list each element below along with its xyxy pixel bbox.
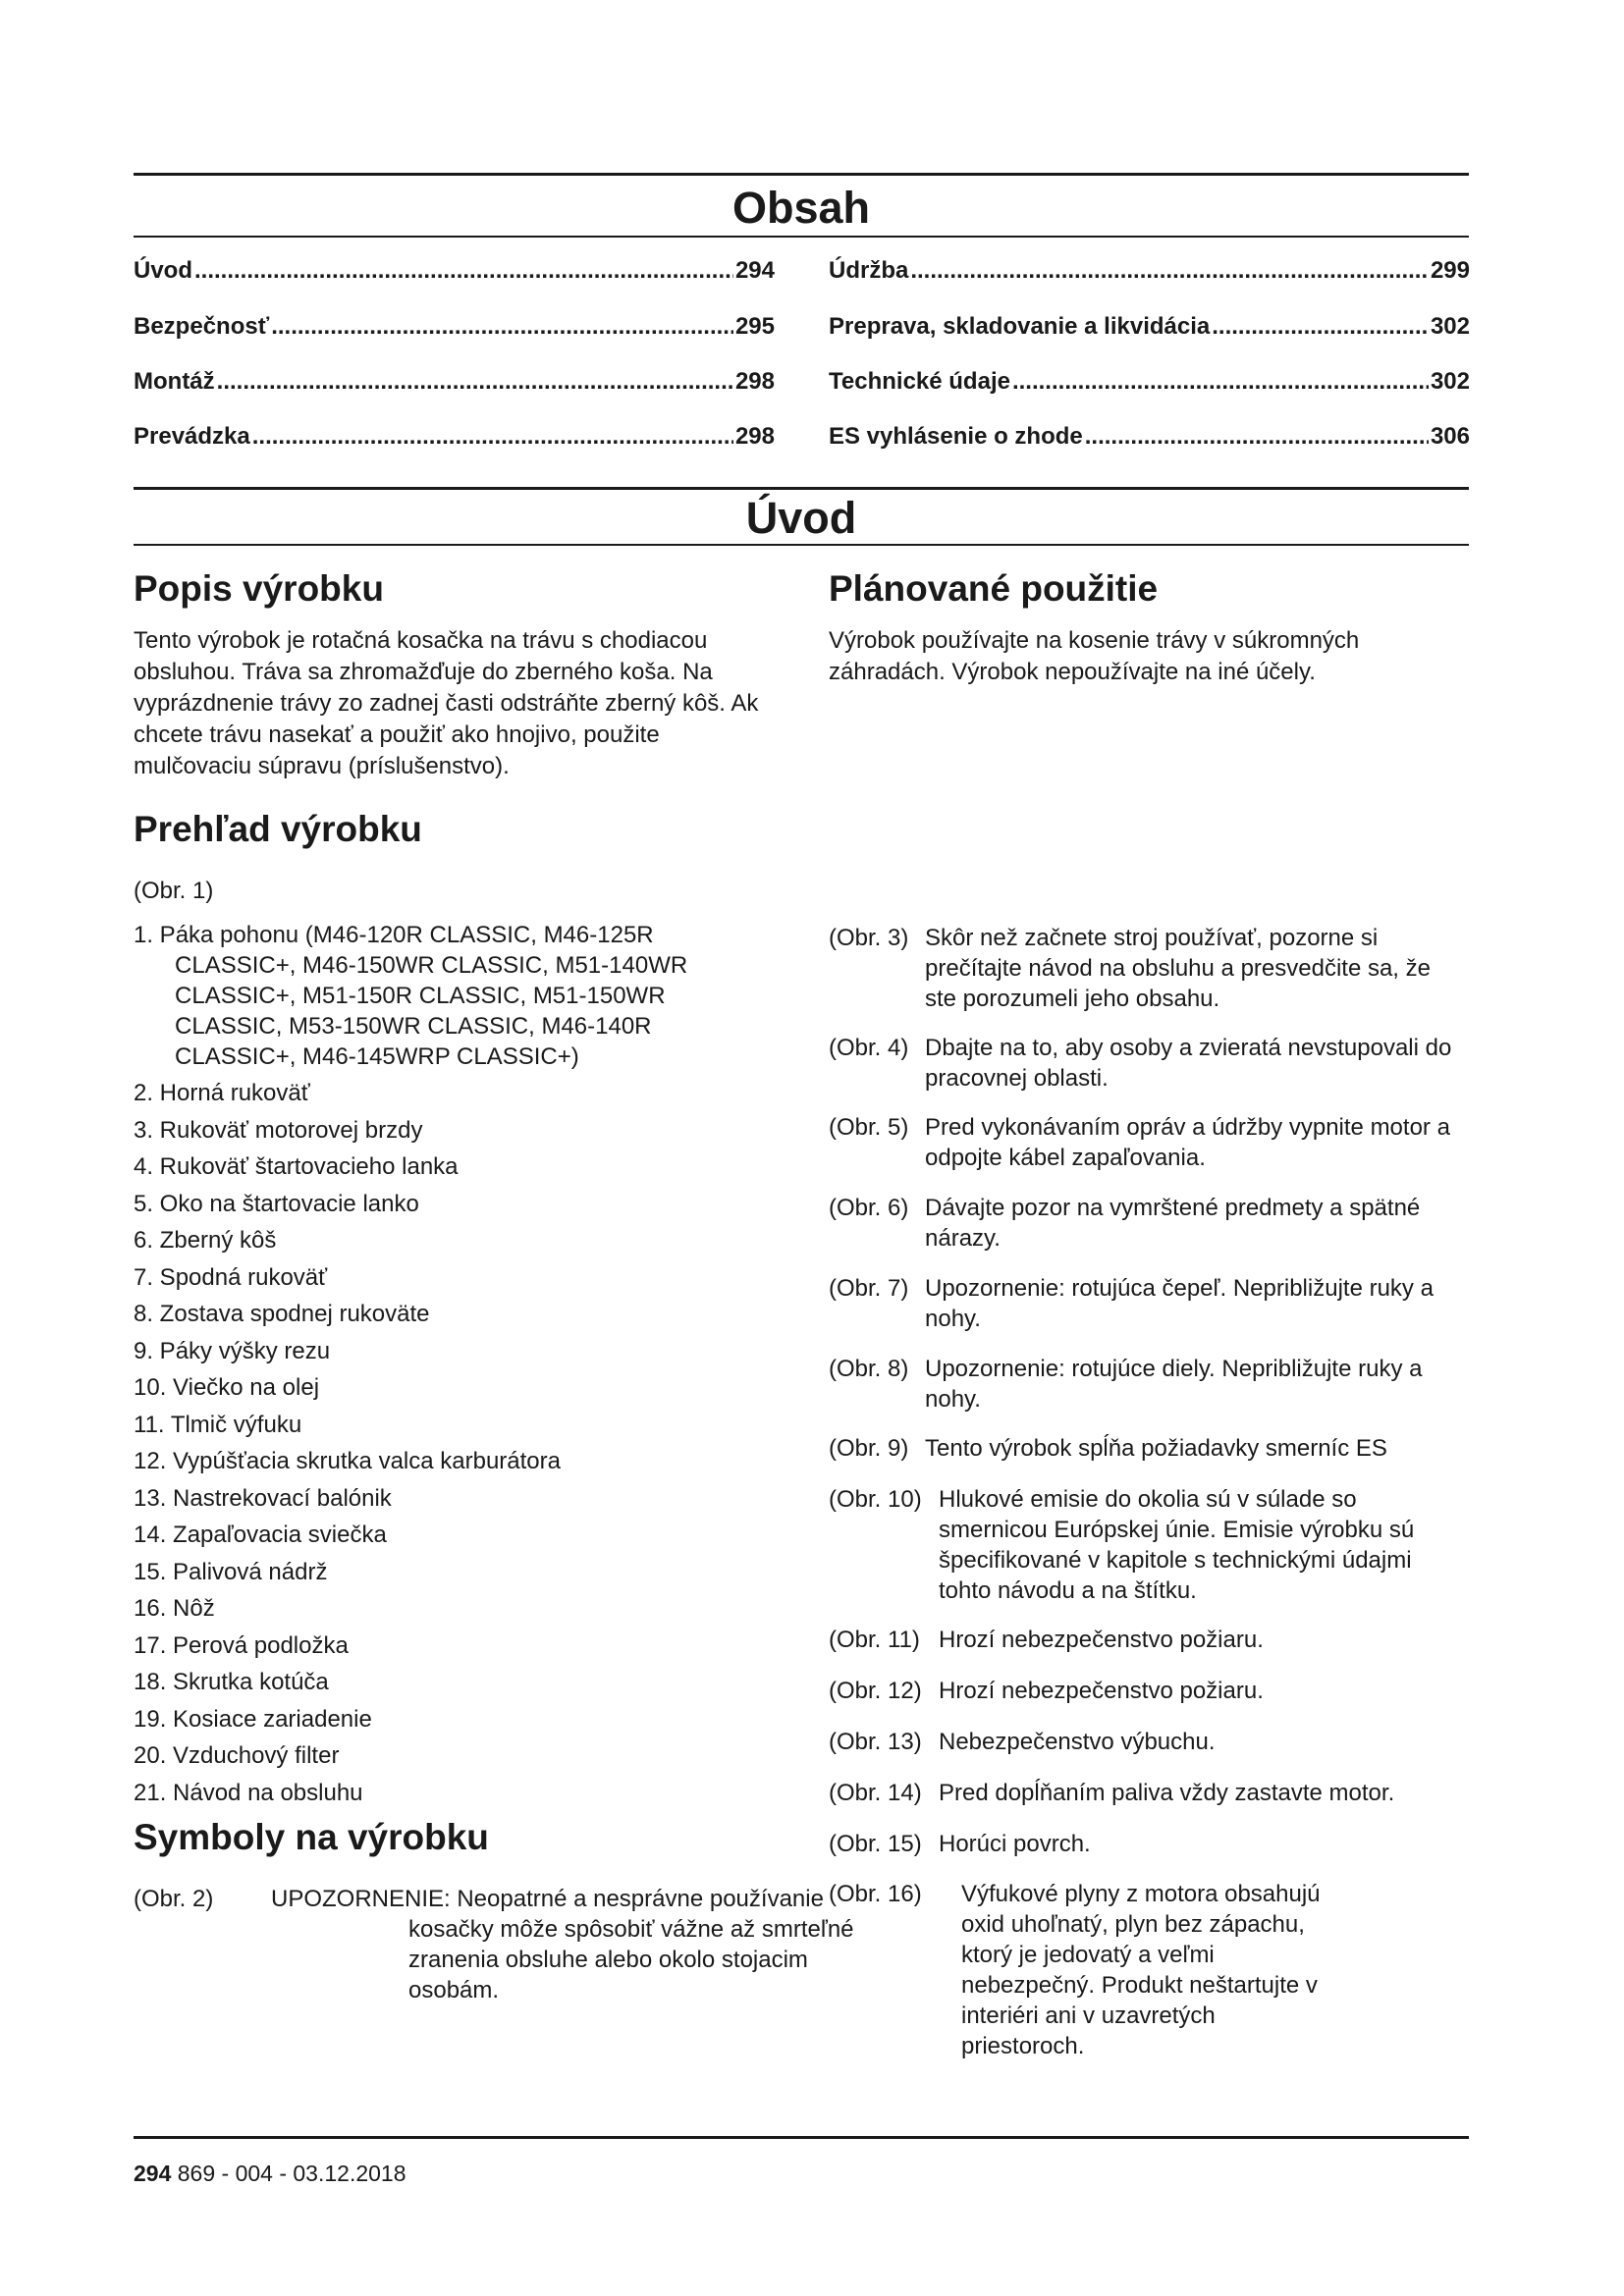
symbol-entry — [829, 1354, 1457, 1415]
symbol-ref: (Obr. 2) — [134, 1886, 214, 1912]
symbol-ref: (Obr. 14) — [829, 1780, 922, 1806]
symbol-text: UPOZORNENIE: Neopatrné a nesprávne používanie kosačky môže spôsobiť vážne až smrteľné zranenia obsluhe alebo okolo stojacim osobám. — [271, 1886, 854, 2003]
symbol-text: Horúci povrch. — [939, 1831, 1091, 1857]
list-item: 3. Rukoväť motorovej brzdy — [134, 1116, 423, 1144]
toc-entry[interactable] — [134, 256, 775, 286]
list-item: 20. Vzduchový filter — [134, 1742, 340, 1769]
symbol-ref: (Obr. 10) — [829, 1486, 922, 1513]
description-text: Tento výrobok je rotačná kosačka na trávu s chodiacou obsluhou. Tráva sa zhromažďuje do zberného koša. Na vyprázdnenie trávy zo zadnej časti odstráňte zberný kôš. Ak chcete trávu nasekať a použiť ako hnojivo, použite mulčovaciu súpravu (príslušenstvo). — [134, 627, 759, 779]
symbols-heading: Symboly na výrobku — [134, 1817, 489, 1857]
list-item: 1. Páka pohonu (M46-120R CLASSIC, M46-125R CLASSIC+, M46-150WR CLASSIC, M51-140WR CLASSIC+, M51-150R CLASSIC, M51-150WR CLASSIC, M53-150WR CLASSIC, M46-140R CLASSIC+, M46-145WRP CLASSIC+) — [134, 922, 688, 1070]
symbol-entry — [829, 1433, 1457, 1464]
toc-entry-page: 306 — [1430, 423, 1470, 450]
list-item: 7. Spodná rukoväť — [134, 1263, 328, 1291]
symbol-text: Hlukové emisie do okolia sú v súlade so smernicou Európskej únie. Emisie výrobku sú špecifikované v kapitole s technickými údajmi tohto návodu a na štítku. — [939, 1486, 1415, 1604]
symbol-entry — [829, 1273, 1457, 1334]
footer-rule — [134, 2136, 1469, 2139]
toc-entry-page: 302 — [1430, 368, 1470, 395]
list-item: 15. Palivová nádrž — [134, 1558, 328, 1585]
toc-entry[interactable] — [829, 367, 1470, 397]
toc-top-rule — [134, 173, 1469, 176]
list-item: 17. Perová podložka — [134, 1631, 349, 1659]
page-footer — [134, 2160, 406, 2187]
symbol-ref: (Obr. 5) — [829, 1114, 909, 1141]
list-item: 8. Zostava spodnej rukoväte — [134, 1301, 430, 1327]
symbol-text: Nebezpečenstvo výbuchu. — [939, 1729, 1216, 1755]
list-item: 5. Oko na štartovacie lanko — [134, 1190, 419, 1217]
toc-entry-label: Technické údaje — [829, 368, 1010, 395]
toc-entry-label: Úvod — [134, 257, 192, 284]
symbol-ref: (Obr. 9) — [829, 1435, 909, 1462]
list-item: 19. Kosiace zariadenie — [134, 1705, 372, 1733]
symbol-ref: (Obr. 15) — [829, 1831, 922, 1857]
list-item: 4. Rukoväť štartovacieho lanka — [134, 1153, 459, 1180]
intro-title-rule — [134, 544, 1469, 546]
toc-entry[interactable] — [134, 367, 775, 397]
toc-leader-dots — [910, 256, 1429, 286]
symbol-entry — [829, 1778, 1457, 1808]
toc-entry[interactable] — [829, 256, 1470, 286]
symbol-ref: (Obr. 16) — [829, 1881, 922, 1907]
description-heading: Popis výrobku — [134, 568, 384, 609]
symbol-text: Upozornenie: rotujúca čepeľ. Nepribližujte ruky a nohy. — [925, 1275, 1434, 1332]
toc-entry-page: 298 — [734, 368, 775, 395]
toc-entry-page: 294 — [734, 257, 775, 284]
symbol-ref: (Obr. 7) — [829, 1275, 909, 1302]
symbol-ref: (Obr. 3) — [829, 925, 909, 951]
symbol-entry — [829, 1112, 1457, 1173]
toc-entry-page: 298 — [734, 423, 775, 450]
symbol-ref: (Obr. 8) — [829, 1356, 909, 1382]
list-item: 12. Vypúšťacia skrutka valca karburátora — [134, 1448, 561, 1474]
symbol-entry — [829, 1676, 1457, 1706]
toc-leader-dots — [1085, 422, 1429, 452]
toc-entry[interactable] — [134, 312, 775, 342]
symbol-entry — [829, 1879, 1457, 2061]
symbol-text: Upozornenie: rotujúce diely. Nepribližujte ruky a nohy. — [925, 1356, 1423, 1413]
toc-entry-label: Preprava, skladovanie a likvidácia — [829, 313, 1211, 340]
symbol-entry — [829, 1033, 1457, 1094]
toc-entry-page: 295 — [734, 313, 775, 340]
list-item: 16. Nôž — [134, 1595, 215, 1622]
toc-entry-label: Údržba — [829, 257, 909, 284]
intended-use-heading: Plánované použitie — [829, 568, 1159, 609]
symbol-text: Pred dopĺňaním paliva vždy zastavte motor. — [939, 1780, 1395, 1806]
intro-top-rule — [134, 487, 1469, 490]
symbol-ref: (Obr. 6) — [829, 1195, 909, 1221]
toc-leader-dots — [217, 367, 733, 397]
toc-entry-page: 302 — [1430, 313, 1470, 340]
list-item: 21. Návod na obsluhu — [134, 1779, 363, 1806]
symbol-ref: (Obr. 4) — [829, 1035, 909, 1061]
toc-leader-dots — [271, 312, 733, 342]
symbol-entry — [829, 1727, 1457, 1757]
list-item: 10. Viečko na olej — [134, 1374, 320, 1401]
symbol-entry — [134, 1884, 854, 2005]
overview-heading: Prehľad výrobku — [134, 809, 422, 849]
overview-list — [134, 920, 762, 1814]
symbol-text: Výfukové plyny z motora obsahujú oxid uhoľnatý, plyn bez zápachu, ktorý je jedovatý a veľmi nebezpečný. Produkt neštartujte v interiéri ani v uzavretých priestoroch. — [961, 1881, 1321, 2059]
symbol-text: Skôr než začnete stroj používať, pozorne si prečítajte návod na obsluhu a presvedčite sa, že ste porozumeli jeho obsahu. — [925, 925, 1431, 1012]
toc-entry[interactable] — [829, 422, 1470, 452]
symbol-entry — [829, 1484, 1457, 1606]
list-item: 14. Zapaľovacia sviečka — [134, 1522, 387, 1548]
list-item: 18. Skrutka kotúča — [134, 1669, 329, 1695]
list-item: 6. Zberný kôš — [134, 1227, 277, 1254]
overview-figure-ref: (Obr. 1) — [134, 878, 214, 904]
toc-title-rule — [134, 236, 1469, 238]
list-item: 13. Nastrekovací balónik — [134, 1484, 392, 1512]
list-item: 2. Horná rukoväť — [134, 1080, 310, 1106]
symbol-entry — [829, 1829, 1457, 1859]
toc-entry-label: Bezpečnosť — [134, 313, 270, 340]
symbol-ref: (Obr. 12) — [829, 1678, 922, 1704]
toc-entry-label: Montáž — [134, 368, 215, 395]
intro-title: Úvod — [745, 493, 857, 543]
toc-leader-dots — [1012, 367, 1429, 397]
symbol-text: Tento výrobok spĺňa požiadavky smerníc ES — [925, 1435, 1387, 1462]
toc-title: Obsah — [731, 183, 871, 233]
toc-entry[interactable] — [134, 422, 775, 452]
symbol-entry — [829, 1193, 1457, 1254]
toc-entry-label: Prevádzka — [134, 423, 250, 450]
symbol-text: Hrozí nebezpečenstvo požiaru. — [939, 1627, 1264, 1653]
symbol-text: Dávajte pozor na vymrštené predmety a spätné nárazy. — [925, 1195, 1421, 1252]
toc-leader-dots — [1212, 312, 1429, 342]
symbol-entry — [829, 923, 1457, 1014]
toc-entry-label: ES vyhlásenie o zhode — [829, 423, 1083, 450]
toc-entry[interactable] — [829, 312, 1470, 342]
list-item: 9. Páky výšky rezu — [134, 1337, 331, 1364]
toc-entry-page: 299 — [1430, 257, 1470, 284]
toc-leader-dots — [194, 256, 733, 286]
symbol-text: Dbajte na to, aby osoby a zvieratá nevstupovali do pracovnej oblasti. — [925, 1035, 1452, 1092]
intended-use-text: Výrobok používajte na kosenie trávy v súkromných záhradách. Výrobok nepoužívajte na iné účely. — [829, 627, 1360, 685]
page-number: 294 — [134, 2161, 172, 2186]
doc-info: 869 - 004 - 03.12.2018 — [171, 2161, 406, 2186]
symbol-ref: (Obr. 11) — [829, 1627, 920, 1653]
symbol-ref: (Obr. 13) — [829, 1729, 922, 1755]
list-item: 11. Tlmič výfuku — [134, 1411, 302, 1438]
symbol-text: Hrozí nebezpečenstvo požiaru. — [939, 1678, 1264, 1704]
symbol-entry — [829, 1625, 1457, 1655]
symbol-text: Pred vykonávaním opráv a údržby vypnite motor a odpojte kábel zapaľovania. — [925, 1114, 1450, 1171]
toc-leader-dots — [252, 422, 733, 452]
